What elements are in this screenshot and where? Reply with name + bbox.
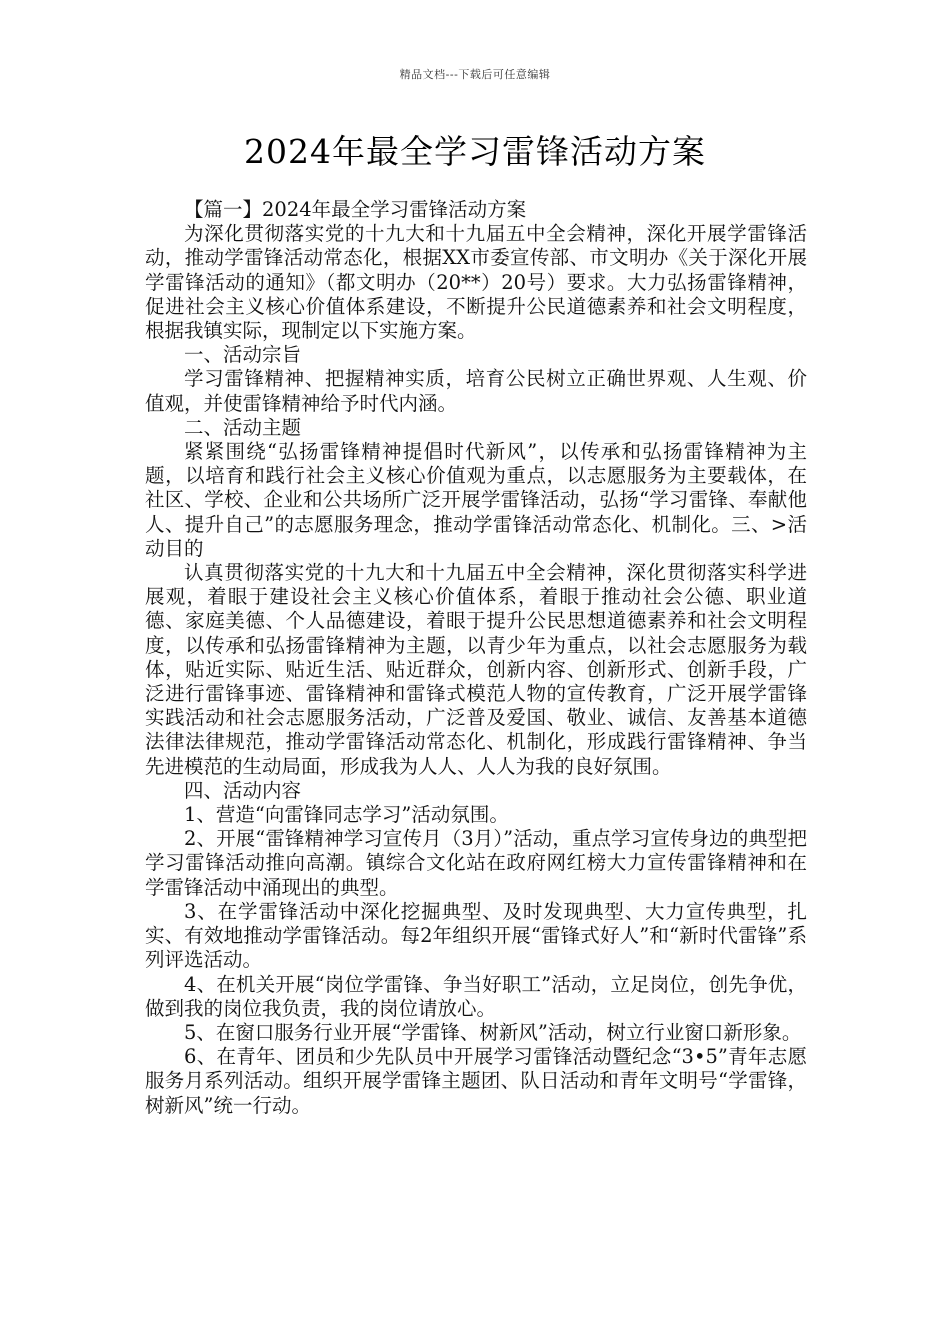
section-heading-part-one: 【篇一】2024年最全学习雷锋活动方案 [184, 198, 527, 221]
section-heading-content: 四、活动内容 [184, 778, 302, 802]
content-item-3: 3、在学雷锋活动中深化挖掘典型、及时发现典型、大力宣传典型，扎实、有效地推动学雷锋活动。每2年组织开展“雷锋式好人”和“新时代雷锋”系列评选活动。 [145, 899, 807, 972]
content-item-2: 2、开展“雷锋精神学习宣传月（3月）”活动，重点学习宣传身边的典型把学习雷锋活动推向高潮。镇综合文化站在政府网红榜大力宣传雷锋精神和在学雷锋活动中涌现出的典型。 [145, 827, 807, 899]
intro-paragraph: 为深化贯彻落实党的十九大和十九届五中全会精神，深化开展学雷锋活动，推动学雷锋活动常态化，根据XX市委宣传部、市文明办《关于深化开展学雷锋活动的通知》（都文明办（20**）20号）要求。大力弘扬雷锋精神，促进社会主义核心价值体系建设，不断提升公民道德素养和社会文明程度，根据我镇实际，现制定以下实施方案。 [145, 222, 807, 343]
content-item-4: 4、在机关开展“岗位学雷锋、争当好职工”活动，立足岗位，创先争优，做到我的岗位我负责，我的岗位请放心。 [145, 972, 807, 1020]
document-header-note: 精品文档---下载后可任意编辑 [399, 68, 551, 81]
document-body [145, 198, 807, 1118]
document-title: 2024年最全学习雷锋活动方案 [244, 132, 706, 171]
content-item-1: 1、营造“向雷锋同志学习”活动氛围。 [184, 803, 509, 827]
purpose-paragraph: 学习雷锋精神、把握精神实质，培育公民树立正确世界观、人生观、价值观，并使雷锋精神给予时代内涵。 [145, 367, 807, 415]
content-item-5: 5、在窗口服务行业开展“学雷锋、树新风”活动，树立行业窗口新形象。 [184, 1020, 802, 1044]
content-item-6: 6、在青年、团员和少先队员中开展学习雷锋活动暨纪念“3•5”青年志愿服务月系列活动。组织开展学雷锋主题团、队日活动和青年文明号“学雷锋，树新风”统一行动。 [145, 1045, 807, 1117]
section-heading-purpose: 一、活动宗旨 [184, 343, 302, 367]
goals-paragraph: 认真贯彻落实党的十九大和十九届五中全会精神，深化贯彻落实科学进展观，着眼于建设社会主义核心价值体系，着眼于推动社会公德、职业道德、家庭美德、个人品德建设，着眼于提升公民思想道德素养和社会文明程度，以传承和弘扬雷锋精神为主题，以青少年为重点，以社会志愿服务为载体，贴近实际、贴近生活、贴近群众，创新内容、创新形式、创新手段，广泛进行雷锋事迹、雷锋精神和雷锋式模范人物的宣传教育，广泛开展学雷锋实践活动和社会志愿服务活动，广泛普及爱国、敬业、诚信、友善基本道德法律法律规范，推动学雷锋活动常态化、机制化，形成践行雷锋精神、争当先进模范的生动局面，形成我为人人、人人为我的良好氛围。 [145, 561, 807, 778]
section-heading-theme: 二、活动主题 [184, 415, 302, 439]
theme-paragraph: 紧紧围绕“弘扬雷锋精神提倡时代新风”，以传承和弘扬雷锋精神为主题，以培育和践行社会主义核心价值观为重点，以志愿服务为主要载体，在社区、学校、企业和公共场所广泛开展学雷锋活动，弘扬“学习雷锋、奉献他人、提升自己”的志愿服务理念，推动学雷锋活动常态化、机制化。三、>活动目的 [145, 440, 807, 560]
